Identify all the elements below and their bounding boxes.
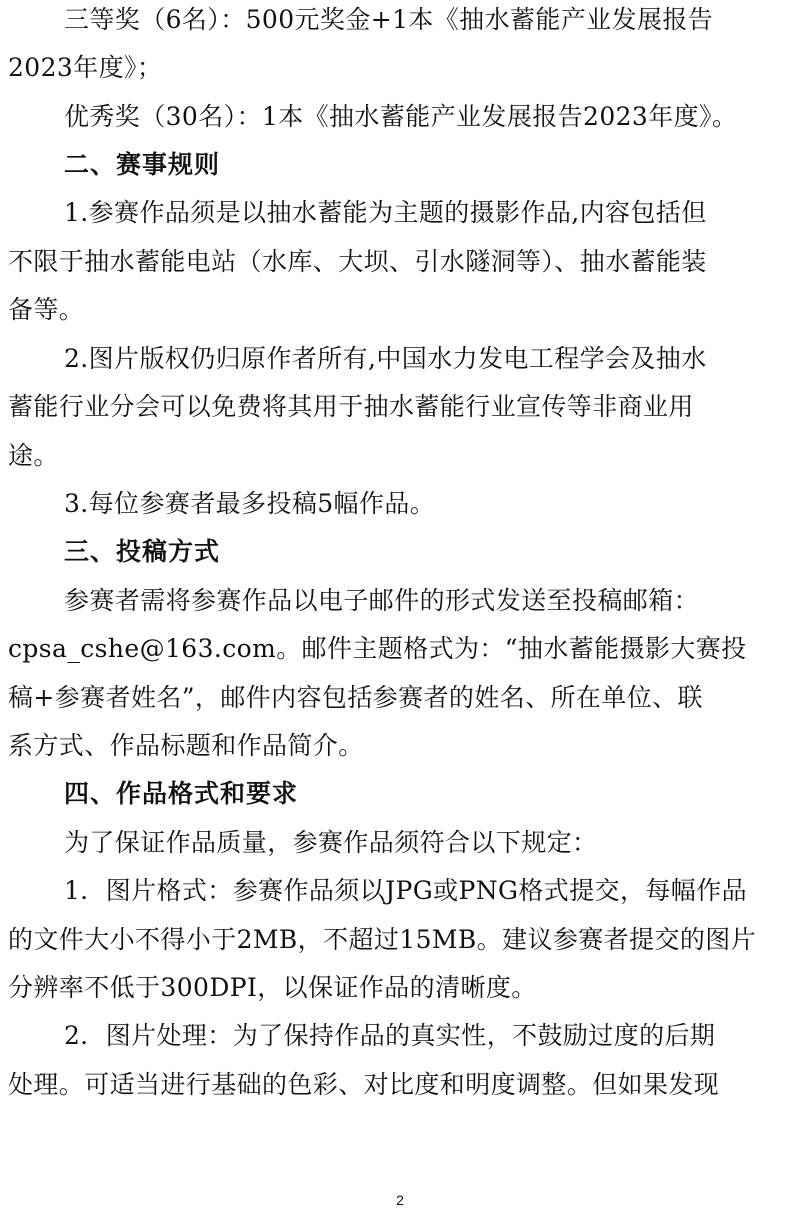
format-1-line-1: 1．图片格式：参赛作品须以JPG或PNG格式提交，每幅作品 — [64, 876, 747, 905]
prize-third-line: 三等奖（6名）：500元奖金+1本《抽水蓄能产业发展报告 — [64, 5, 714, 34]
format-1-line-2: 的文件大小不得小于2MB，不超过15MB。建议参赛者提交的图片 — [8, 925, 757, 954]
prize-excellent-line: 优秀奖（30名）：1本《抽水蓄能产业发展报告2023年度》。 — [64, 102, 738, 131]
rule-3-line: 3.每位参赛者最多投稿5幅作品。 — [64, 489, 436, 518]
rule-1-line-1: 1.参赛作品须是以抽水蓄能为主题的摄影作品,内容包括但 — [64, 198, 707, 227]
rule-2-line-2: 蓄能行业分会可以免费将其用于抽水蓄能行业宣传等非商业用 — [8, 392, 694, 421]
format-2-line-1: 2．图片处理：为了保持作品的真实性，不鼓励过度的后期 — [64, 1021, 716, 1050]
rule-2-line-1: 2.图片版权仍归原作者所有,中国水力发电工程学会及抽水 — [64, 344, 707, 373]
format-intro-line: 为了保证作品质量，参赛作品须符合以下规定： — [64, 828, 598, 857]
section-heading-rules: 二、赛事规则 — [64, 150, 221, 179]
submission-line-1: 参赛者需将参赛作品以电子邮件的形式发送至投稿邮箱： — [64, 586, 700, 615]
rule-1-line-2: 不限于抽水蓄能电站（水库、大坝、引水隧洞等）、抽水蓄能装 — [8, 247, 707, 276]
page-number: 2 — [396, 1192, 404, 1208]
format-1-line-3: 分辨率不低于300DPI，以保证作品的清晰度。 — [8, 973, 537, 1002]
prize-third-line-cont: 2023年度》； — [8, 53, 163, 82]
submission-line-3: 稿+参赛者姓名”，邮件内容包括参赛者的姓名、所在单位、联 — [8, 683, 703, 712]
rule-2-line-3: 途。 — [8, 441, 59, 470]
submission-line-4: 系方式、作品标题和作品简介。 — [8, 731, 364, 760]
rule-1-line-3: 备等。 — [8, 295, 85, 324]
submission-line-2: cpsa_cshe@163.com。邮件主题格式为：“抽水蓄能摄影大赛投 — [8, 634, 747, 663]
format-2-line-2: 处理。可适当进行基础的色彩、对比度和明度调整。但如果发现 — [8, 1070, 720, 1099]
section-heading-submission: 三、投稿方式 — [64, 537, 221, 566]
section-heading-format: 四、作品格式和要求 — [64, 779, 299, 808]
